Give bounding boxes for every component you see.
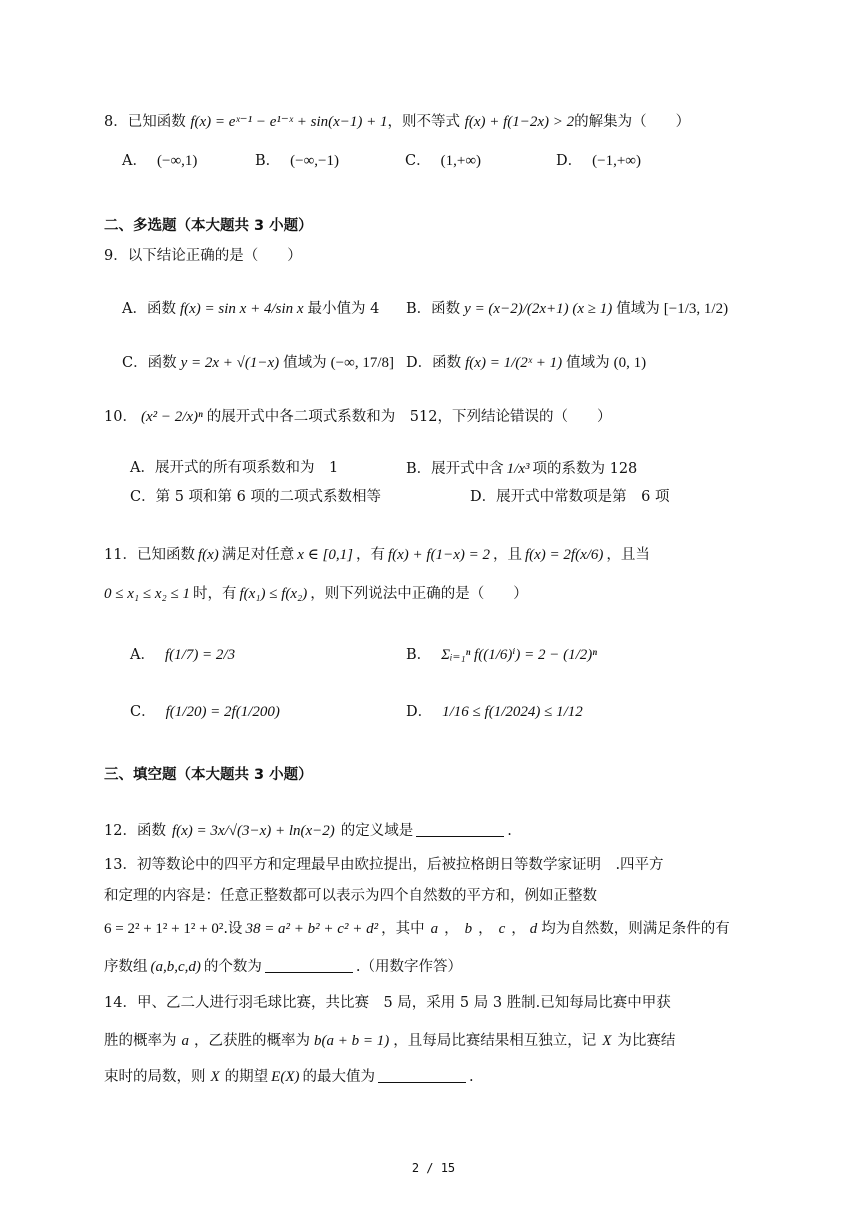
section3-title: 三、填空题（本大题共 3 小题） <box>104 767 313 783</box>
q8-mid-text: ，则不等式 <box>387 114 461 130</box>
q10-option-a: A．展开式的所有项系数和为 1 <box>130 460 339 476</box>
q10-option-d: D．展开式中常数项是第 6 项 <box>470 489 670 505</box>
q13-answer-blank[interactable] <box>265 958 353 973</box>
q8-option-c: C． (1,+∞) <box>405 153 482 169</box>
q14-answer-blank[interactable] <box>378 1068 466 1083</box>
q8-inequality: f(x) + f(1−2x) > 2 <box>464 114 575 130</box>
q12-answer-blank[interactable] <box>416 822 504 837</box>
q14-line1: 14．甲、乙二人进行羽毛球比赛，共比赛 5 局，采用 5 局 3 胜制.已知每局比赛中甲获 <box>104 995 671 1011</box>
q11-line1: 11．已知函数 f(x) 满足对任意 x ∈ [0,1] ，有 f(x) + f(1−x) = 2 ，且 f(x) = 2f(x/6) ，且当 <box>104 547 650 563</box>
q13-line3: 6 = 2² + 1² + 1² + 0².设 38 = a² + b² + c² + d² ，其中 a ， b ， c ， d 均为自然数，则满足条件的有 <box>104 921 730 937</box>
q12-line: 12．函数 f(x) = 3x/√(3−x) + ln(x−2) 的定义域是 . <box>104 823 512 839</box>
q8-stem: 8．已知函数 <box>104 114 186 130</box>
q14-line2: 胜的概率为 a ，乙获胜的概率为 b(a + b = 1) ，且每局比赛结果相互独立，记 X 为比赛结 <box>104 1033 676 1049</box>
q10-stem-line: 10． (x² − 2/x)ⁿ 的展开式中各二项式系数和为 512，下列结论错误的（ ） <box>104 409 612 425</box>
q8-tail: 的解集为（ ） <box>574 114 691 130</box>
q10-option-c: C．第 5 项和第 6 项的二项式系数相等 <box>130 489 381 505</box>
q9-option-a: A．函数 f(x) = sin x + 4/sin x 最小值为 4 <box>122 301 380 317</box>
q9-stem: 9．以下结论正确的是（ ） <box>104 248 302 264</box>
q8-option-b: B． (−∞,−1) <box>255 153 340 169</box>
q8-stem-line <box>104 113 690 131</box>
section2-title: 二、多选题（本大题共 3 小题） <box>104 218 313 234</box>
q13-line4: 序数组 (a,b,c,d) 的个数为 .（用数字作答） <box>104 959 463 975</box>
q12-formula: f(x) = 3x/√(3−x) + ln(x−2) <box>171 823 335 839</box>
q9-option-d: D．函数 f(x) = 1/(2ˣ + 1) 值域为 (0, 1) <box>406 355 647 371</box>
q9-option-c: C．函数 y = 2x + √(1−x) 值域为 (−∞, 17/8] <box>122 355 394 371</box>
q8-option-d: D． (−1,+∞) <box>556 153 641 169</box>
q11-option-c: C． f(1/20) = 2f(1/200) <box>130 704 280 720</box>
q8-option-a: A． (−∞,1) <box>122 153 198 169</box>
page-number: 2 / 15 <box>411 1161 456 1175</box>
q14-line3: 束时的局数，则 X 的期望 E(X) 的最大值为 . <box>104 1069 474 1085</box>
q11-option-d: D． 1/16 ≤ f(1/2024) ≤ 1/12 <box>406 704 583 720</box>
q11-line2: 0 ≤ x₁ ≤ x₂ ≤ 1 时，有 f(x₁) ≤ f(x₂) ，则下列说法中正确的是（ ） <box>104 586 528 602</box>
q10-option-b: B．展开式中含 1/x³ 项的系数为 128 <box>406 461 638 477</box>
q13-line2: 和定理的内容是：任意正整数都可以表示为四个自然数的平方和，例如正整数 <box>104 888 597 904</box>
q13-line1: 13．初等数论中的四平方和定理最早由欧拉提出，后被拉格朗日等数学家证明 .四平方 <box>104 857 664 873</box>
q11-option-a: A． f(1/7) = 2/3 <box>130 647 236 663</box>
q10-binomial: (x² − 2/x)ⁿ <box>140 409 203 425</box>
q11-option-b: B． Σᵢ₌₁ⁿ f((1/6)ⁱ) = 2 − (1/2)ⁿ <box>406 647 598 663</box>
q9-option-b: B．函数 y = (x−2)/(2x+1) (x ≥ 1) 值域为 [−1/3, 1/2) <box>406 301 729 317</box>
q8-function-formula: f(x) = eˣ⁻¹ − e¹⁻ˣ + sin(x−1) + 1 <box>190 114 388 130</box>
